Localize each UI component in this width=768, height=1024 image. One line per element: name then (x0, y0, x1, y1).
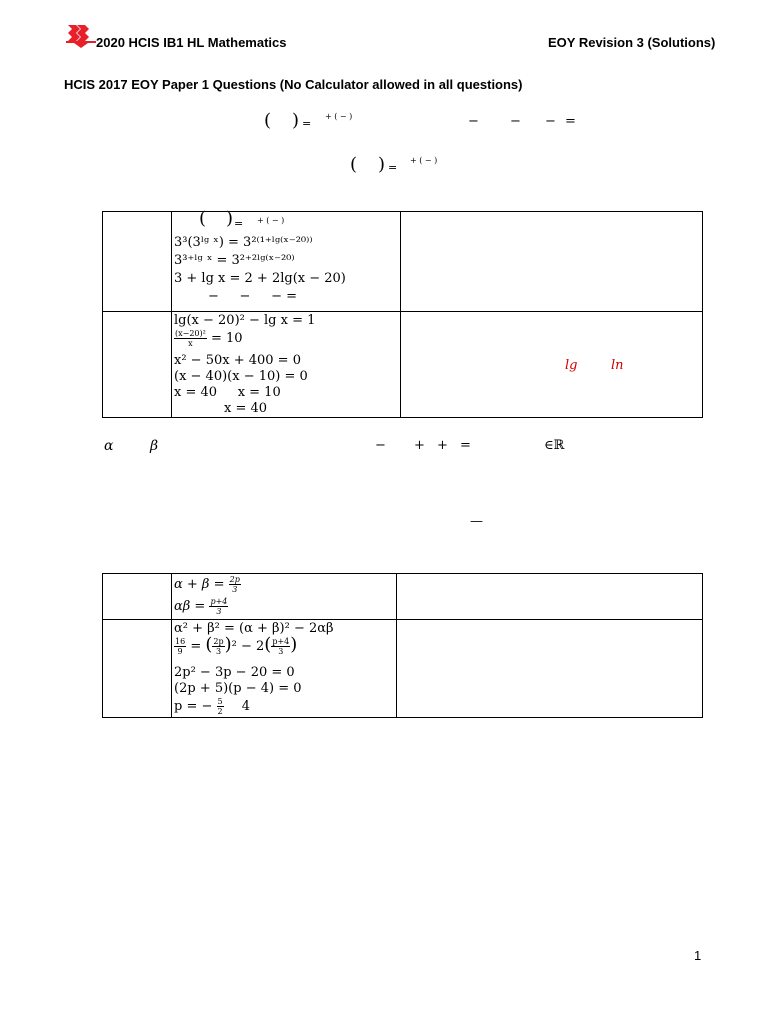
table2-product-lhs: αβ = (174, 599, 206, 614)
fraction-denominator: x (188, 339, 193, 348)
table1-row1-paren-right: ) (226, 208, 234, 229)
table2-row-1 (103, 574, 703, 620)
fraction-numerator: 5 (217, 697, 223, 706)
q2-alpha: α (104, 438, 114, 454)
section-title: HCIS 2017 EOY Paper 1 Questions (No Calculator allowed in all questions) (64, 77, 523, 92)
fraction-numerator: p+4 (210, 597, 228, 606)
fraction-denominator: 3 (232, 585, 238, 594)
fraction-denominator: 2 (217, 707, 223, 716)
table2-frac-5-2 (217, 697, 224, 716)
note-lg: lg (565, 358, 578, 373)
q1-line2-paren-right: ) (378, 154, 386, 175)
note-ln: ln (611, 358, 624, 373)
header-left-title: 2020 HCIS IB1 HL Mathematics (96, 35, 287, 50)
fraction-denominator: 3 (278, 647, 284, 656)
table2-sum-fraction (229, 575, 241, 594)
table1-row1-working-cell (172, 208, 401, 312)
table2-row2-middle: ² − 2 (231, 639, 265, 654)
table2-row1-notes-cell (397, 574, 703, 620)
table1-row1-exponent: + ( − ) (257, 216, 285, 225)
table2-row2-marks-cell (103, 620, 172, 718)
table2-row1-line1 (174, 575, 396, 597)
fraction-denominator: 3 (215, 647, 222, 656)
fraction-numerator: 2p (213, 637, 224, 646)
table1-row1-line1: 3³(3ˡᵍ ˣ) = 3²⁽¹⁺ˡᵍ⁽ˣ⁻²⁰⁾⁾ (174, 235, 313, 250)
table1-row2-line6: x = 40 (224, 401, 268, 416)
fraction-numerator: 2p (229, 575, 240, 584)
q2-beta: β (150, 438, 159, 454)
table1-row1-paren-left: ( (199, 208, 207, 229)
table2-row2-line5 (174, 697, 396, 717)
table2-row2-line1: α² + β² = (α + β)² − 2αβ (174, 621, 334, 636)
solution-table-2 (102, 573, 703, 718)
q1-line1-op-2: − (510, 114, 521, 129)
q1-line2-paren-left: ( (350, 154, 358, 175)
q2-real-set: ∈ℝ (544, 438, 565, 453)
table2-row2-line4: (2p + 5)(p − 4) = 0 (174, 681, 302, 696)
solution-table-1 (102, 208, 703, 418)
table2-product-fraction (209, 597, 228, 616)
table2-row2-equals: = (190, 639, 202, 654)
table2-row-2 (103, 620, 703, 718)
table1-row1-line0 (174, 208, 400, 235)
fraction-numerator: (x−20)² (175, 329, 206, 338)
logo-icon (64, 22, 98, 48)
table1-row2-marks-cell (103, 312, 172, 418)
q1-line2-exponent: + ( − ) (410, 156, 438, 165)
q2-op-1: − (375, 438, 386, 453)
page-number: 1 (694, 948, 702, 963)
table1-row1-line3: 3 + lg x = 2 + 2lg(x − 20) (174, 271, 346, 286)
q1-line1-paren-left: ( (264, 110, 272, 131)
table1-row2-fraction (174, 329, 207, 348)
table1-row2-line2 (174, 329, 400, 353)
table1-row2-notes-cell (401, 312, 703, 418)
table1-row2-line5: x = 40 x = 10 (174, 385, 281, 400)
q2-fraction-bar: — (470, 514, 483, 529)
table2-frac-p4-3 (271, 637, 290, 656)
q1-line1-op-3: − (545, 114, 556, 129)
table1-row1-notes-cell (401, 212, 703, 312)
table1-row2-line4: (x − 40)(x − 10) = 0 (174, 369, 308, 384)
q1-line1-exponent: + ( − ) (325, 112, 353, 121)
table2-row1-marks-cell (103, 574, 172, 620)
fraction-denominator: 3 (216, 607, 222, 616)
q2-op-4: = (460, 438, 471, 453)
table2-row2-line2: $\frac{16}{9}$ = ( $\frac{2p}{3}$ )² − 2( $\frac{p+4}{3}$ ) (175, 634, 298, 656)
table1-row2-line1: lg(x − 20)² − lg x = 1 (174, 313, 316, 328)
fraction-numerator: 16 (175, 637, 186, 646)
table2-p-lhs: p = − (174, 699, 213, 714)
fraction-denominator: 9 (177, 647, 183, 656)
table2-frac-16-9 (174, 637, 186, 656)
table2-row2-line3: 2p² − 3p − 20 = 0 (174, 665, 295, 680)
q2-op-2: + (414, 438, 425, 453)
table1-row-2 (103, 312, 703, 418)
table1-row1-line2: 3³⁺ˡᵍ ˣ = 3²⁺²ˡᵍ⁽ˣ⁻²⁰⁾ (174, 253, 295, 268)
table1-row2-line3: x² − 50x + 400 = 0 (174, 353, 301, 368)
table1-row2-working-cell (172, 312, 401, 418)
table1-row2-line2-rest: = 10 (210, 331, 243, 346)
table1-row-1 (103, 212, 703, 312)
table2-row2-notes-cell (397, 620, 703, 718)
q1-line2-equals: = (388, 161, 398, 174)
table1-row1-line4: − − − = (208, 289, 298, 304)
header-right-title: EOY Revision 3 (Solutions) (548, 35, 716, 50)
table2-row2-working-cell (172, 620, 397, 718)
table1-row1-marks-cell (103, 212, 172, 312)
table2-sum-lhs: α + β = (174, 577, 225, 592)
table2-p-second-root: 4 (241, 699, 251, 714)
q2-op-3: + (437, 438, 448, 453)
fraction-numerator: p+4 (272, 637, 290, 646)
q1-line1-op-1: − (468, 114, 479, 129)
q1-line1-paren-right: ) (292, 110, 300, 131)
table2-row1-working-cell (172, 574, 397, 620)
q1-line1-op-4: = (565, 114, 576, 129)
table1-row1-equals: = (234, 217, 244, 230)
q1-line1-equals: = (302, 117, 312, 130)
table2-frac-2p-3 (212, 637, 224, 656)
school-logo (64, 22, 98, 48)
table2-row1-line2 (174, 597, 396, 619)
